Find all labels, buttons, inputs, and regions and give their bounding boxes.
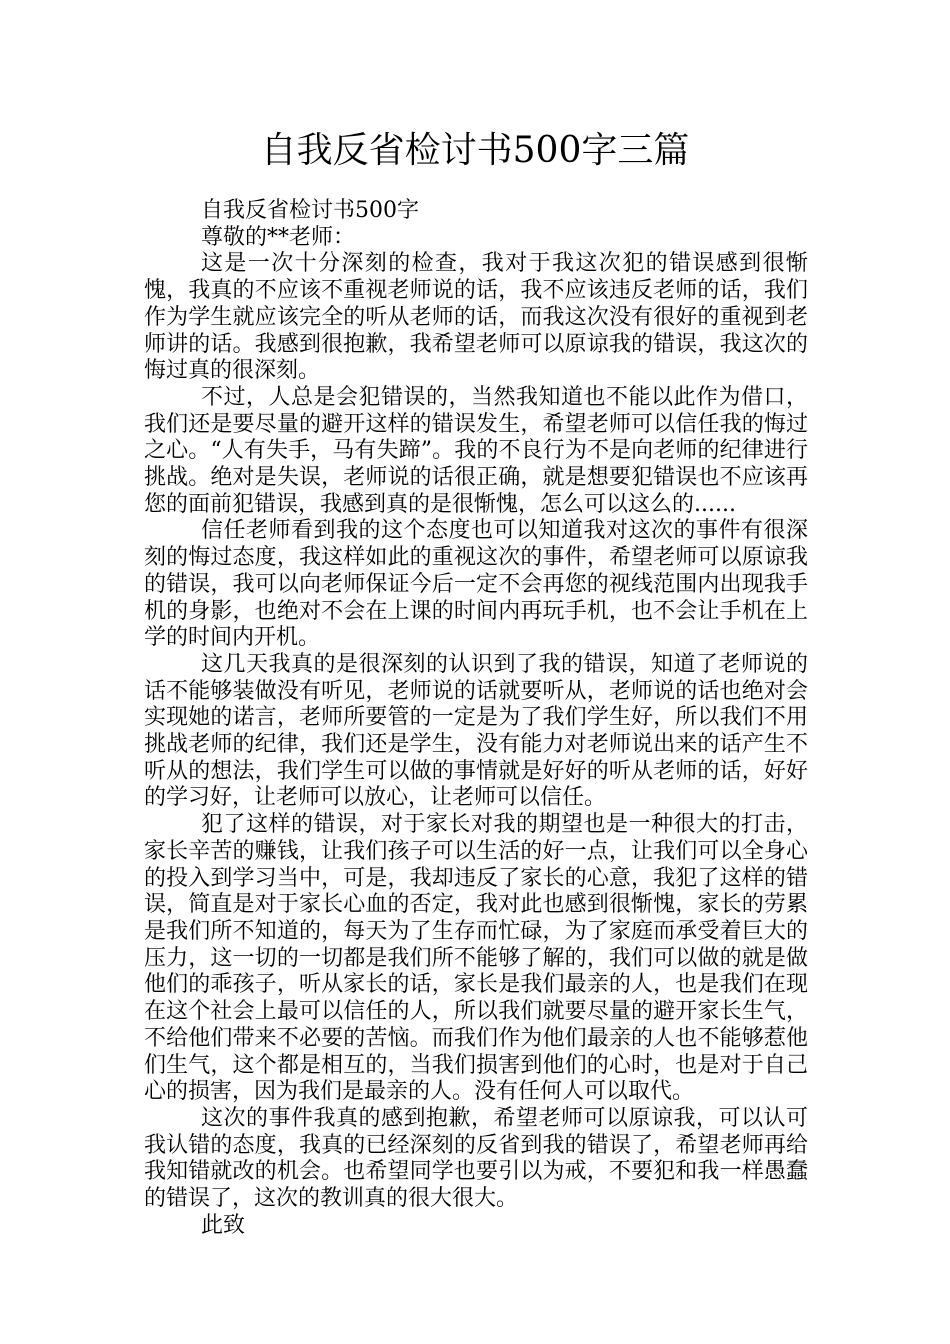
- paragraph-1: 这是一次十分深刻的检查，我对于我这次犯的错误感到很惭愧，我真的不应该不重视老师说的话，我不应该违反老师的话，我们作为学生就应该完全的听从老师的话，而我这次没有很好的重视到老师讲的话。我感到很抱歉，我希望老师可以原谅我的错误，我这次的悔过真的很深刻。: [144, 251, 808, 384]
- section-heading: 自我反省检讨书500字: [201, 198, 419, 223]
- paragraph-2: 不过，人总是会犯错误的，当然我知道也不能以此作为借口，我们还是要尽量的避开这样的错误发生，希望老师可以信任我的悔过之心。“人有失手，马有失蹄”。我的不良行为不是向老师的纪律进行挑战。绝对是失误，老师说的话很正确，就是想要犯错误也不应该再您的面前犯错误，我感到真的是很惭愧，怎么可以这么的......: [144, 384, 808, 517]
- paragraph-6: 这次的事件我真的感到抱歉，希望老师可以原谅我，可以认可我认错的态度，我真的已经深刻的反省到我的错误了，希望老师再给我知错就改的机会。也希望同学也要引以为戒，不要犯和我一样愚蠢的错误了，这次的教训真的很大很大。: [144, 1105, 808, 1212]
- paragraph-5: 犯了这样的错误，对于家长对我的期望也是一种很大的打击，家长辛苦的赚钱，让我们孩子可以生活的好一点，让我们可以全身心的投入到学习当中，可是，我却违反了家长的心意，我犯了这样的错误，简直是对于家长心血的否定，我对此也感到很惭愧，家长的劳累是我们所不知道的，每天为了生存而忙碌，为了家庭而承受着巨大的压力，这一切的一切都是我们所不能够了解的，我们可以做的就是做他们的乖孩子，听从家长的话，家长是我们最亲的人，也是我们在现在这个社会上最可以信任的人，所以我们就要尽量的避开家长生气，不给他们带来不必要的苦恼。而我们作为他们最亲的人也不能够惹他们生气，这个都是相互的，当我们损害到他们的心时，也是对于自己心的损害，因为我们是最亲的人。没有任何人可以取代。: [144, 812, 808, 1105]
- paragraph-4: 这几天我真的是很深刻的认识到了我的错误，知道了老师说的话不能够装做没有听见，老师说的话就要听从，老师说的话也绝对会实现她的诺言，老师所要管的一定是为了我们学生好，所以我们不用挑战老师的纪律，我们还是学生，没有能力对老师说出来的话产生不听从的想法，我们学生可以做的事情就是好好的听从老师的话，好好的学习好，让老师可以放心，让老师可以信任。: [144, 651, 808, 811]
- document-body: [144, 198, 808, 1239]
- paragraph-3: 信任老师看到我的这个态度也可以知道我对这次的事件有很深刻的悔过态度，我这样如此的重视这次的事件，希望老师可以原谅我的错误，我可以向老师保证今后一定不会再您的视线范围内出现我手机的身影，也绝对不会在上课的时间内再玩手机，也不会让手机在上学的时间内开机。: [144, 518, 808, 651]
- salutation: 尊敬的**老师：: [201, 224, 356, 250]
- document-title: 自我反省检讨书500字三篇: [260, 130, 690, 171]
- closing: 此致: [201, 1212, 246, 1238]
